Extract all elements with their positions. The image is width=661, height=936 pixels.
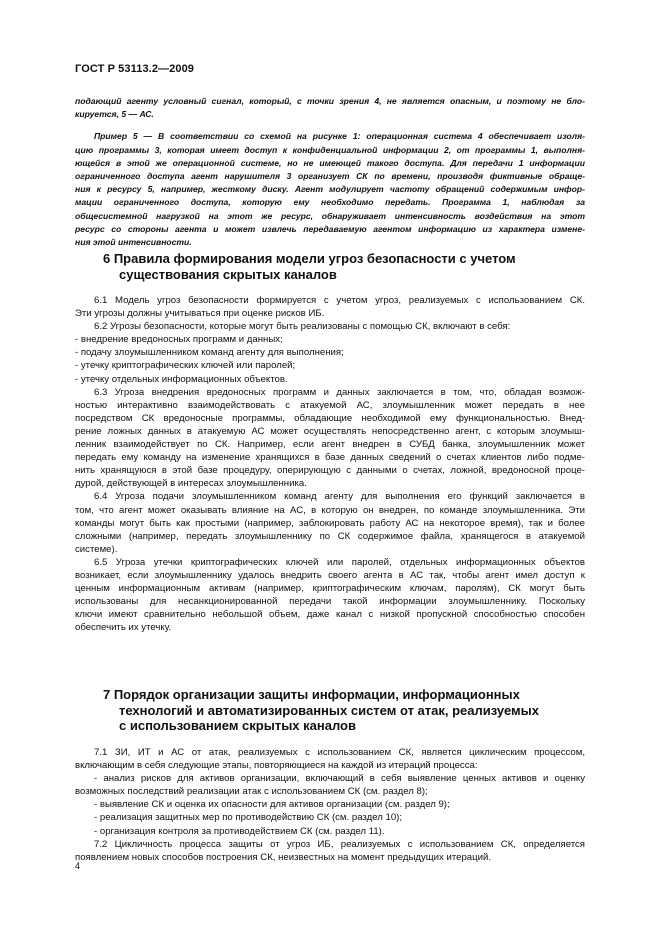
- text-line: 7.2 Цикличность процесса защиты от угроз ИБ, реализуемых с использованием СК, определяется: [94, 838, 585, 850]
- list-item: - утечку отдельных информационных объектов.: [75, 373, 288, 385]
- text-line: мации ограниченного доступа, которую ему необходимо передать. Программа 1, наблюдая за: [75, 197, 585, 208]
- list-item: возможных последствий реализации атак с использованием СК (см. раздел 8);: [75, 786, 428, 798]
- text-line: 7.1 ЗИ, ИТ и АС от атак, реализуемых с использованием СК, является циклическим процессом,: [94, 747, 585, 758]
- text-line: рение ложных данных в атакуемую АС может осуществлять непосредственно агент, с которым злоумыш-: [75, 425, 585, 437]
- text-line: 6.3 Угроза внедрения вредоносных программ и данных заключается в том, что, обладая возмож-: [94, 386, 585, 398]
- list-item: - внедрение вредоносных программ и данных;: [75, 334, 283, 346]
- heading-line: 6 Правила формирования модели угроз безопасности с учетом: [103, 251, 516, 266]
- text-line: передать ему команду на изменение хранящихся в базе данных сведений о счетах клиентов либо подме-: [75, 452, 585, 464]
- text-line: общесистемной нагрузкой на этот же ресурс, обнаруживает интенсивность воздействия на этот: [75, 210, 585, 221]
- text-line: включающим в себя следующие этапы, повторяющиеся на каждой из итераций процесса:: [75, 760, 478, 772]
- text-line: 6.2 Угрозы безопасности, которые могут быть реализованы с помощью СК, включают в себя:: [94, 321, 511, 333]
- text-line: возникает, если злоумышленнику удалось внедрить своего агента в АС так, чтобы агент имел доступ к: [75, 569, 585, 581]
- text-line: дурой, действующей в интересах злоумышленника.: [75, 478, 307, 490]
- text-line: ценным информационным активам (например, криптографическим ключам, паролям), СК могут быть: [75, 583, 585, 595]
- text-line: ния этой интенсивности.: [75, 237, 192, 248]
- text-line: нить хранящуюся в этой базе процедуру, оперирующую с данными о счетах, ложной, вредоносной проце-: [75, 465, 585, 477]
- document-header: ГОСТ Р 53113.2—2009: [75, 63, 195, 75]
- text-line: ющейся в этой же операционной системе, но не имеющей такого доступа. Для передачи 1 информации: [75, 157, 585, 168]
- page-number: 4: [75, 861, 81, 871]
- heading-line: с использованием скрытых каналов: [119, 718, 356, 733]
- text-line: 6.5 Угроза утечки криптографических ключей или паролей, отдельных информационных объектов: [94, 556, 585, 568]
- text-line: обеспечить их утечку.: [75, 622, 172, 634]
- text-line: команды могут быть как простыми (например, заблокировать работу АС на некоторое время), так и более: [75, 517, 585, 529]
- section-6-body: [75, 294, 585, 634]
- section-6-heading: [103, 251, 573, 282]
- text-line: ленник взаимодействует по СК. Например, если агент внедрен в СУБД банка, злоумышленник может: [75, 439, 585, 451]
- text-line: сложными (например, передать злоумышленнику по СК содержимое файла, хранящегося в атакуемой: [75, 530, 585, 542]
- text-line: кируется, 5 — АС.: [75, 109, 154, 120]
- text-line: том, что агент может оказывать влияние на АС, в которую он внедрен, по команде злоумышленника. Эти: [75, 504, 585, 516]
- text-line: ресурс со стороны агента и может извлечь передаваемую агентом информацию из характера измене-: [75, 223, 585, 234]
- text-line: появлением новых способов построения СК, неизвестных на момент предыдущих итераций.: [75, 851, 492, 863]
- text-line: посредством СК вредоносные программы, обладающие необходимой ему функциональностью. Внед-: [75, 412, 585, 424]
- list-item: - подачу злоумышленником команд агенту для выполнения;: [75, 347, 344, 359]
- section-7-heading: [103, 687, 573, 734]
- section-7-body: [75, 746, 585, 864]
- list-item: - анализ рисков для активов организации, включающий в себя выявление ценных активов и оценку: [94, 773, 585, 785]
- list-item: - выявление СК и оценка их опасности для активов организации (см. раздел 9);: [94, 799, 450, 811]
- text-line: 6.1 Модель угроз безопасности формируется с учетом угроз, реализуемых с использованием СК.: [94, 295, 585, 306]
- text-line: ключи имеют сравнительно небольшой объем, даже канал с низкой пропускной способностью способен: [75, 609, 585, 621]
- heading-line: существования скрытых каналов: [119, 266, 337, 282]
- list-item: - реализация защитных мер по противодействию СК (см. раздел 10);: [94, 812, 403, 824]
- heading-line: технологий и автоматизированных систем от атак, реализуемых: [119, 702, 539, 718]
- text-line: подающий агенту условный сигнал, который, с точки зрения 4, не является опасным, и поэтому не бло-: [75, 96, 585, 106]
- example-block: [75, 95, 585, 249]
- list-item: - организация контроля за противодействием СК (см. раздел 11).: [94, 825, 385, 837]
- text-line: 6.4 Угроза подачи злоумышленником команд агенту для выполнения его функций заключается в: [94, 491, 585, 503]
- text-line: системе).: [75, 543, 118, 555]
- text-line: использованы для несанкционированной передачи такой информации злоумышленнику. Поскольку: [75, 596, 585, 608]
- text-line: ограниченного доступа агент нарушителя 3 организует СК по времени, производя фиктивные обраще-: [75, 171, 585, 182]
- text-line: ностью интерактивно взаимодействовать с атакуемой АС, злоумышленник может передать в нее: [75, 399, 585, 411]
- text-line: ния к ресурсу 5, например, жесткому диску. Агент модулирует частоту обращений содержимым инфор-: [75, 184, 585, 195]
- text-line: Пример 5 — В соответствии со схемой на рисунке 1: операционная система 4 обеспечивает изоля-: [94, 131, 585, 142]
- list-item: - утечку криптографических ключей или паролей;: [75, 360, 296, 372]
- text-line: цию программы 3, которая имеет доступ к конфиденциальной информации 2, от программы 1, выполня-: [75, 144, 585, 155]
- text-line: Эти угрозы должны учитываться при оценке рисков ИБ.: [75, 308, 325, 320]
- heading-line: 7 Порядок организации защиты информации, информационных: [103, 687, 520, 702]
